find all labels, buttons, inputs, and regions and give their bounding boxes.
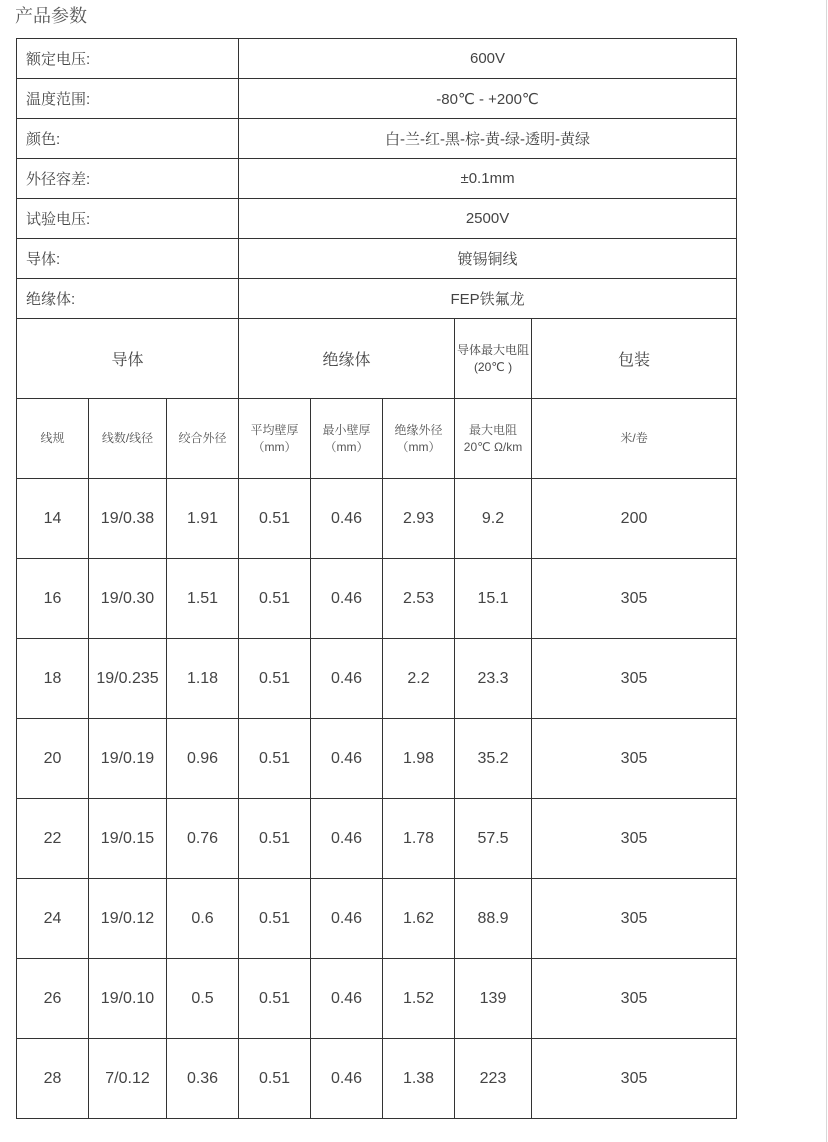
- cell-strands: 19/0.15: [89, 799, 167, 879]
- cell-min-wall: 0.46: [311, 559, 383, 639]
- group-package: 包装: [532, 319, 737, 399]
- param-row: [17, 119, 737, 159]
- group-resistance: 导体最大电阻(20℃ ): [455, 319, 532, 399]
- cell-per-roll: 305: [532, 879, 737, 959]
- param-label: 试验电压:: [17, 199, 239, 239]
- cell-per-roll: 305: [532, 559, 737, 639]
- cell-avg-wall: 0.51: [239, 559, 311, 639]
- cell-stranded-od: 0.96: [167, 719, 239, 799]
- cell-min-wall: 0.46: [311, 719, 383, 799]
- param-row: [17, 239, 737, 279]
- cell-avg-wall: 0.51: [239, 1039, 311, 1119]
- cell-min-wall: 0.46: [311, 799, 383, 879]
- cell-gauge: 28: [17, 1039, 89, 1119]
- cell-insulation-od: 2.93: [383, 479, 455, 559]
- cell-strands: 7/0.12: [89, 1039, 167, 1119]
- section-title: 产品参数: [15, 6, 87, 26]
- cell-avg-wall: 0.51: [239, 639, 311, 719]
- cell-gauge: 16: [17, 559, 89, 639]
- cell-stranded-od: 1.51: [167, 559, 239, 639]
- cell-strands: 19/0.19: [89, 719, 167, 799]
- cell-avg-wall: 0.51: [239, 479, 311, 559]
- header-min-wall: 最小壁厚（mm）: [311, 399, 383, 479]
- cell-insulation-od: 1.62: [383, 879, 455, 959]
- cell-insulation-od: 2.2: [383, 639, 455, 719]
- cell-insulation-od: 1.52: [383, 959, 455, 1039]
- cell-insulation-od: 2.53: [383, 559, 455, 639]
- param-label: 颜色:: [17, 119, 239, 159]
- cell-max-resistance: 9.2: [455, 479, 532, 559]
- header-per-roll: 米/卷: [532, 399, 737, 479]
- param-label: 导体:: [17, 239, 239, 279]
- param-row: [17, 39, 737, 79]
- cell-strands: 19/0.12: [89, 879, 167, 959]
- header-insulation-od: 绝缘外径（mm）: [383, 399, 455, 479]
- param-label: 额定电压:: [17, 39, 239, 79]
- cell-avg-wall: 0.51: [239, 719, 311, 799]
- cell-stranded-od: 1.91: [167, 479, 239, 559]
- param-row: [17, 79, 737, 119]
- group-header-row: [17, 319, 737, 399]
- cell-max-resistance: 23.3: [455, 639, 532, 719]
- cell-strands: 19/0.30: [89, 559, 167, 639]
- cell-stranded-od: 0.6: [167, 879, 239, 959]
- cell-max-resistance: 15.1: [455, 559, 532, 639]
- table-row: [17, 559, 737, 639]
- cell-per-roll: 305: [532, 959, 737, 1039]
- cell-gauge: 22: [17, 799, 89, 879]
- param-value: -80℃ - +200℃: [239, 79, 737, 119]
- param-label: 绝缘体:: [17, 279, 239, 319]
- cell-strands: 19/0.10: [89, 959, 167, 1039]
- cell-stranded-od: 0.76: [167, 799, 239, 879]
- cell-per-roll: 305: [532, 639, 737, 719]
- param-value: 镀锡铜线: [239, 239, 737, 279]
- table-row: [17, 799, 737, 879]
- cell-insulation-od: 1.98: [383, 719, 455, 799]
- page-right-border: [826, 0, 827, 1142]
- param-row: [17, 199, 737, 239]
- cell-avg-wall: 0.51: [239, 879, 311, 959]
- cell-per-roll: 305: [532, 1039, 737, 1119]
- param-value: 白-兰-红-黑-棕-黄-绿-透明-黄绿: [239, 119, 737, 159]
- header-gauge: 线规: [17, 399, 89, 479]
- header-stranded-od: 绞合外径: [167, 399, 239, 479]
- sub-header-row: [17, 399, 737, 479]
- table-row: [17, 639, 737, 719]
- param-value: ±0.1mm: [239, 159, 737, 199]
- param-value: 2500V: [239, 199, 737, 239]
- table-row: [17, 1039, 737, 1119]
- cell-stranded-od: 0.5: [167, 959, 239, 1039]
- cell-min-wall: 0.46: [311, 639, 383, 719]
- param-value: 600V: [239, 39, 737, 79]
- cell-avg-wall: 0.51: [239, 799, 311, 879]
- cell-gauge: 18: [17, 639, 89, 719]
- group-conductor: 导体: [17, 319, 239, 399]
- cell-strands: 19/0.235: [89, 639, 167, 719]
- table-row: [17, 719, 737, 799]
- cell-max-resistance: 139: [455, 959, 532, 1039]
- table-row: [17, 479, 737, 559]
- cell-gauge: 20: [17, 719, 89, 799]
- group-insulation: 绝缘体: [239, 319, 455, 399]
- cell-max-resistance: 223: [455, 1039, 532, 1119]
- cell-per-roll: 305: [532, 799, 737, 879]
- cell-insulation-od: 1.38: [383, 1039, 455, 1119]
- cell-stranded-od: 0.36: [167, 1039, 239, 1119]
- cell-stranded-od: 1.18: [167, 639, 239, 719]
- param-label: 外径容差:: [17, 159, 239, 199]
- cell-max-resistance: 88.9: [455, 879, 532, 959]
- param-row: [17, 159, 737, 199]
- cell-gauge: 26: [17, 959, 89, 1039]
- cell-avg-wall: 0.51: [239, 959, 311, 1039]
- cell-min-wall: 0.46: [311, 1039, 383, 1119]
- product-parameters-table: [16, 38, 737, 1119]
- cell-gauge: 14: [17, 479, 89, 559]
- cell-per-roll: 305: [532, 719, 737, 799]
- cell-min-wall: 0.46: [311, 959, 383, 1039]
- param-label: 温度范围:: [17, 79, 239, 119]
- cell-max-resistance: 57.5: [455, 799, 532, 879]
- param-row: [17, 279, 737, 319]
- cell-strands: 19/0.38: [89, 479, 167, 559]
- cell-insulation-od: 1.78: [383, 799, 455, 879]
- cell-gauge: 24: [17, 879, 89, 959]
- header-max-resistance: 最大电阻 20℃ Ω/km: [455, 399, 532, 479]
- table-row: [17, 959, 737, 1039]
- cell-min-wall: 0.46: [311, 479, 383, 559]
- header-avg-wall: 平均壁厚（mm）: [239, 399, 311, 479]
- param-value: FEP铁氟龙: [239, 279, 737, 319]
- cell-per-roll: 200: [532, 479, 737, 559]
- cell-min-wall: 0.46: [311, 879, 383, 959]
- header-strands: 线数/线径: [89, 399, 167, 479]
- table-row: [17, 879, 737, 959]
- cell-max-resistance: 35.2: [455, 719, 532, 799]
